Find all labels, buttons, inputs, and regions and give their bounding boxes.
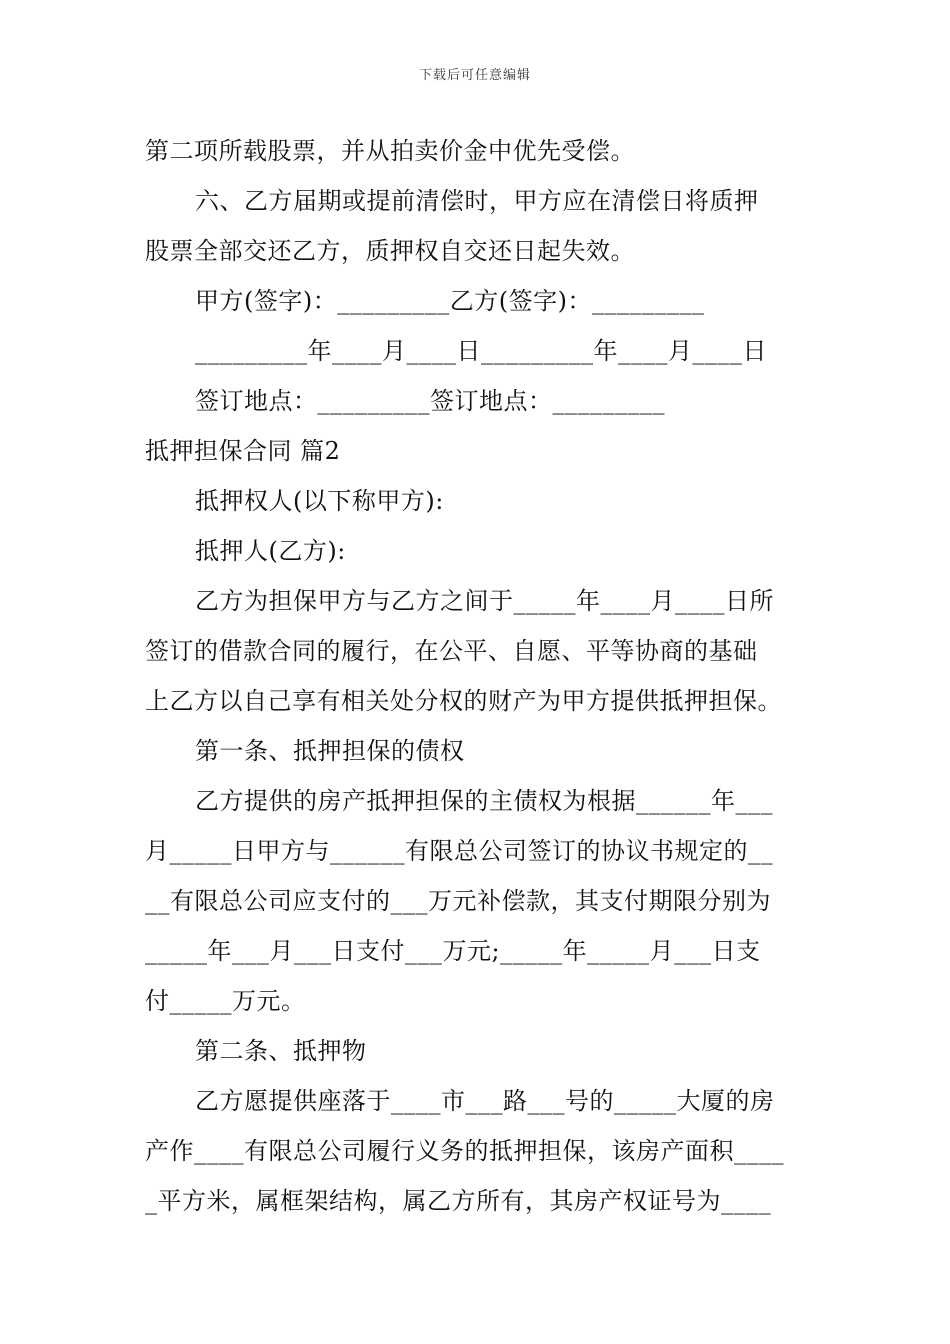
- page-header-note: 下载后可任意编辑: [418, 68, 531, 83]
- document-body: [145, 126, 815, 1226]
- date-line: _________年____月____日_________年____月____日: [195, 337, 767, 365]
- section-title: 抵押担保合同 篇2: [145, 437, 341, 465]
- paragraph-line: _平方米，属框架结构，属乙方所有，其房产权证号为____: [145, 1187, 771, 1215]
- paragraph-line: 六、乙方届期或提前清偿时，甲方应在清偿日将质押: [195, 187, 759, 215]
- paragraph-line: 第二项所载股票，并从拍卖价金中优先受偿。: [145, 137, 635, 165]
- party-line: 抵押权人(以下称甲方):: [195, 487, 444, 515]
- article-heading: 第二条、抵押物: [195, 1037, 367, 1065]
- article-heading: 第一条、抵押担保的债权: [195, 737, 465, 765]
- signature-line: 甲方(签字)：_________乙方(签字)：_________: [195, 287, 705, 315]
- paragraph-line: 签订的借款合同的履行，在公平、自愿、平等协商的基础: [145, 637, 758, 665]
- paragraph-line: 付_____万元。: [145, 987, 306, 1015]
- paragraph-line: 月_____日甲方与______有限总公司签订的协议书规定的__: [145, 837, 773, 865]
- paragraph-line: __有限总公司应支付的___万元补偿款，其支付期限分别为: [145, 887, 771, 915]
- paragraph-line: 上乙方以自己享有相关处分权的财产为甲方提供抵押担保。: [145, 687, 782, 715]
- paragraph-line: _____年___月___日支付___万元;_____年_____月___日支: [145, 937, 761, 965]
- paragraph-line: 股票全部交还乙方，质押权自交还日起失效。: [145, 237, 635, 265]
- paragraph-line: 乙方为担保甲方与乙方之间于_____年____月____日所: [195, 587, 774, 615]
- paragraph-line: 乙方提供的房产抵押担保的主债权为根据______年___: [195, 787, 773, 815]
- paragraph-line: 乙方愿提供座落于____市___路___号的_____大厦的房: [195, 1087, 775, 1115]
- party-line: 抵押人(乙方):: [195, 537, 346, 565]
- paragraph-line: 产作____有限总公司履行义务的抵押担保，该房产面积____: [145, 1137, 784, 1165]
- signing-place-line: 签订地点：_________签订地点：_________: [195, 387, 665, 415]
